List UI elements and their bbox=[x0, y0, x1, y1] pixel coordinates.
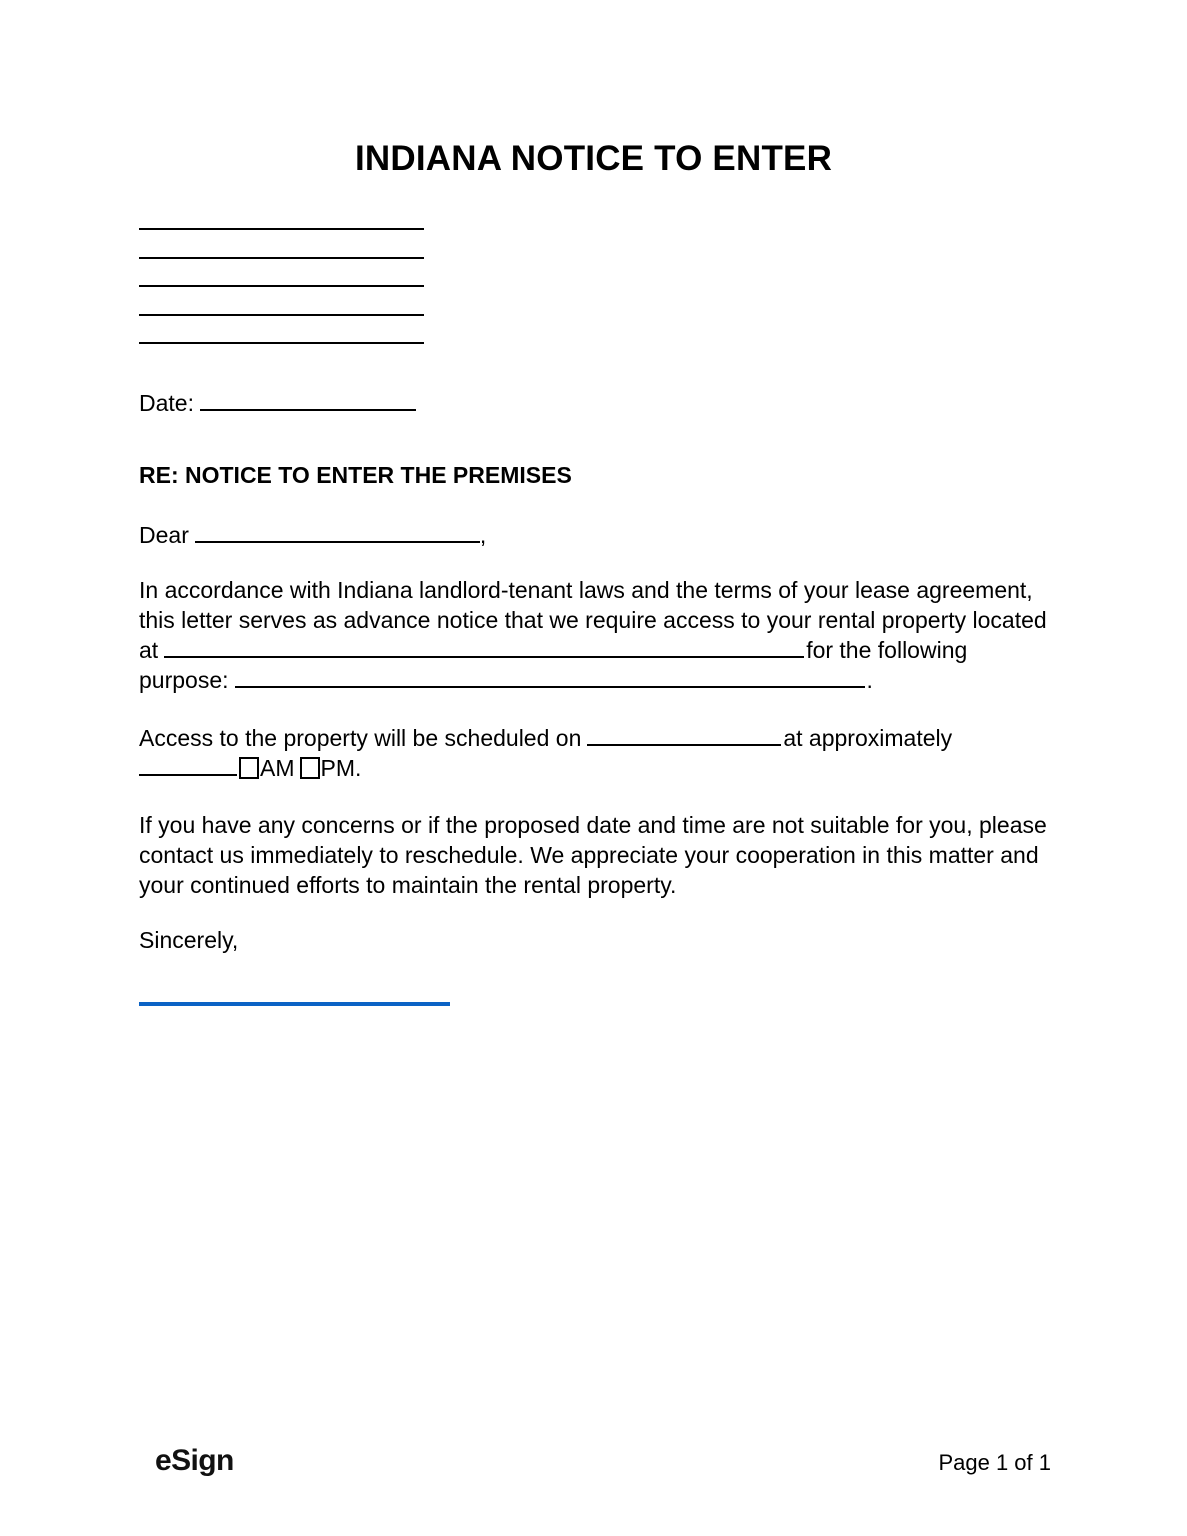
salutation-comma: , bbox=[479, 522, 487, 548]
accordance-text-before: In accordance with Indiana landlord-tenant laws and the terms of your lease agreement, this letter serves as advance notice that we require access to your rental property located at bbox=[139, 577, 1047, 663]
accordance-period: . bbox=[866, 667, 873, 693]
purpose-input[interactable] bbox=[235, 666, 865, 688]
address-line-1[interactable] bbox=[139, 228, 424, 230]
sender-address-block bbox=[139, 228, 439, 344]
re-heading: RE: NOTICE TO ENTER THE PREMISES bbox=[139, 462, 572, 488]
property-address-input[interactable] bbox=[164, 636, 804, 658]
address-line-4[interactable] bbox=[139, 314, 424, 316]
am-checkbox[interactable] bbox=[239, 757, 259, 779]
date-label: Date: bbox=[139, 390, 194, 416]
am-label: AM bbox=[260, 755, 295, 781]
accordance-text-after: for the following purpose: bbox=[139, 637, 968, 693]
address-line-5[interactable] bbox=[139, 342, 424, 344]
access-text-before: Access to the property will be scheduled on bbox=[139, 725, 582, 751]
date-row bbox=[139, 389, 418, 418]
signature-input[interactable] bbox=[139, 1002, 450, 1006]
scheduled-time-input[interactable] bbox=[139, 754, 237, 776]
page-number: Page 1 of 1 bbox=[938, 1450, 1051, 1475]
tenant-name-input[interactable] bbox=[195, 521, 480, 543]
pm-label: PM. bbox=[320, 755, 362, 781]
access-text-after: at approximately bbox=[783, 725, 953, 751]
paragraph-concerns: If you have any concerns or if the proposed date and time are not suitable for you, please contact us immediately to reschedule. We appreciate your cooperation in this matter and your continued efforts to maintain the rental property. bbox=[139, 812, 1047, 898]
closing-text: Sincerely, bbox=[139, 927, 239, 953]
salutation-label: Dear bbox=[139, 522, 189, 548]
address-line-2[interactable] bbox=[139, 257, 424, 259]
page-title: INDIANA NOTICE TO ENTER bbox=[354, 139, 833, 178]
scheduled-date-input[interactable] bbox=[587, 724, 781, 746]
pm-checkbox[interactable] bbox=[300, 757, 320, 779]
salutation-row bbox=[139, 521, 486, 550]
paragraph-accordance bbox=[139, 575, 1051, 695]
esign-logo: eSign bbox=[155, 1444, 234, 1477]
date-input[interactable] bbox=[200, 389, 416, 411]
paragraph-access bbox=[139, 723, 1051, 783]
address-line-3[interactable] bbox=[139, 285, 424, 287]
